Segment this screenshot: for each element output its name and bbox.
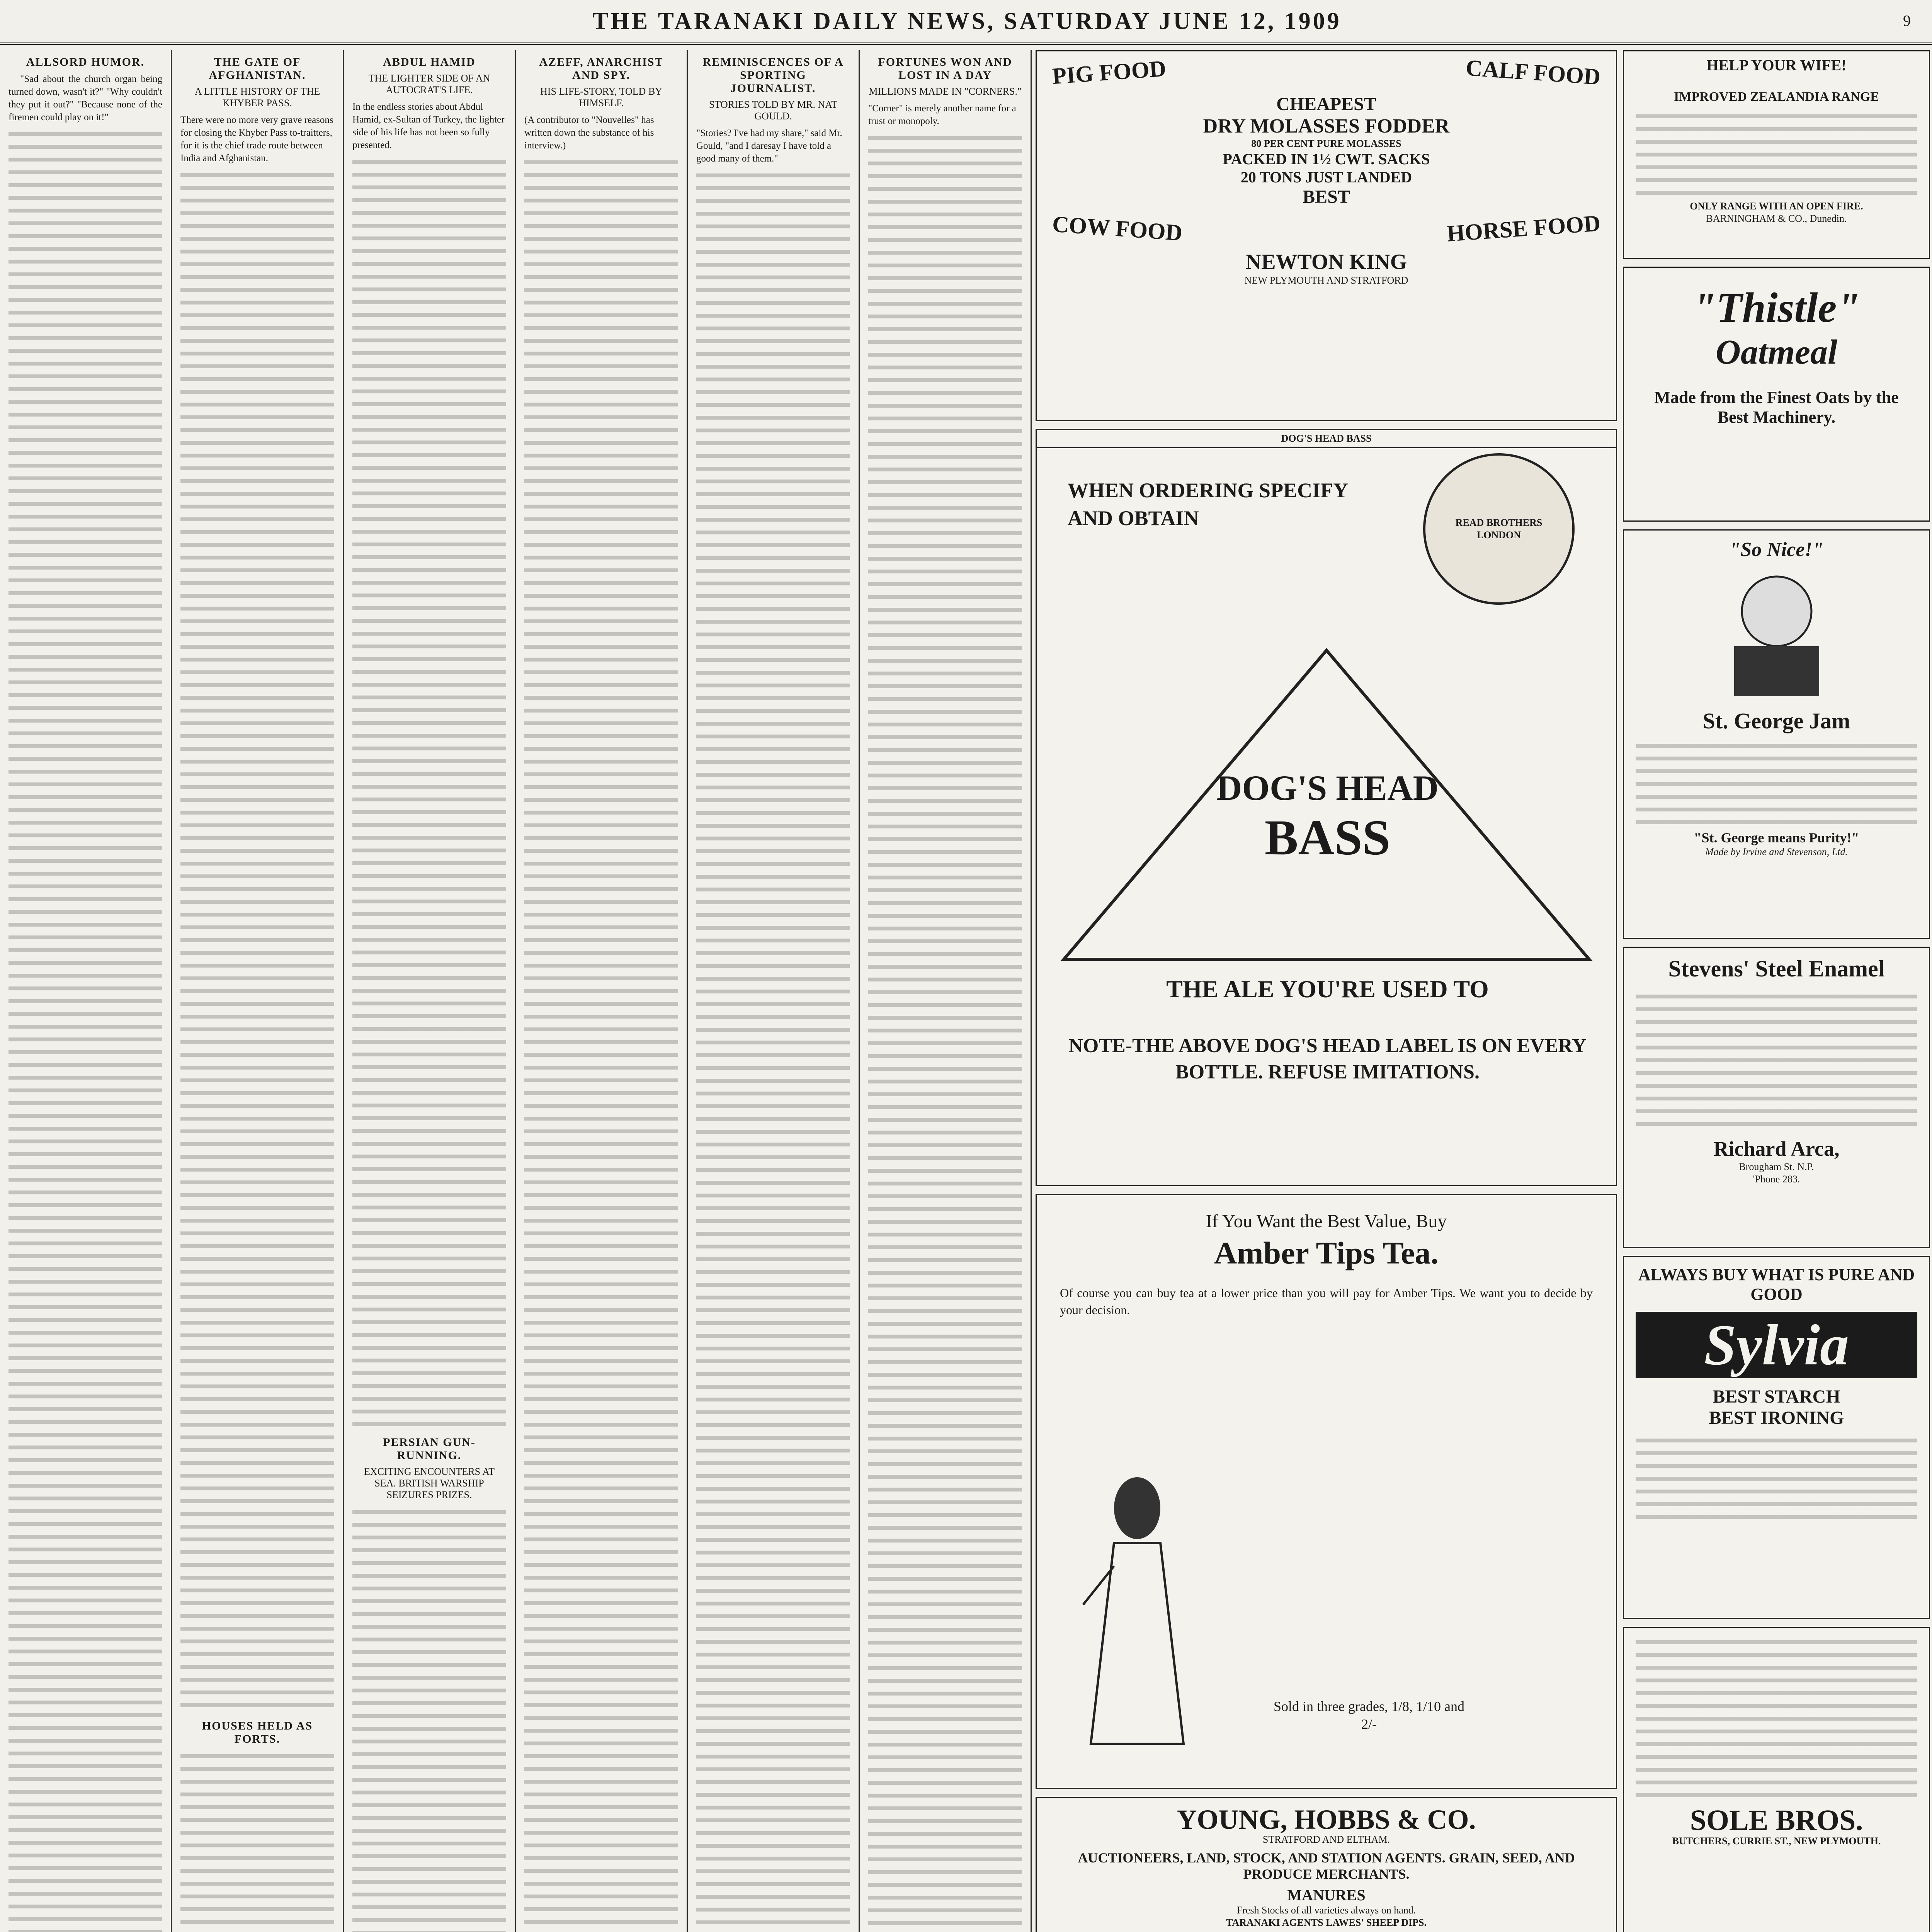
sylvia-top: ALWAYS BUY WHAT IS PURE AND GOOD — [1638, 1265, 1915, 1304]
article-subheading: A LITTLE HISTORY OF THE KHYBER PASS. — [194, 86, 320, 109]
sole-sub: BUTCHERS, CURRIE ST., NEW PLYMOUTH. — [1672, 1835, 1881, 1847]
column-humor — [0, 50, 172, 1932]
landed-text: 20 TONS JUST LANDED — [1240, 168, 1412, 186]
jam-quote: "St. George means Purity!" — [1694, 830, 1859, 845]
ad-sylvia-starch — [1623, 1256, 1930, 1619]
persian-subheading: EXCITING ENCOUNTERS AT SEA. BRITISH WARSHIP SEIZURES PRIZES. — [364, 1466, 495, 1500]
manures-heading: MANURES — [1287, 1886, 1366, 1904]
thistle-made: Made from the Finest Oats by the Best Machinery. — [1654, 388, 1899, 427]
article-text — [352, 155, 506, 1430]
column-fortunes — [860, 50, 1032, 1932]
article-heading: FORTUNES WON AND LOST IN A DAY — [878, 56, 1012, 82]
thistle-name: "Thistle" — [1692, 284, 1861, 331]
article-text — [352, 1505, 506, 1932]
masthead — [0, 0, 1932, 45]
article-text — [696, 169, 850, 1932]
child-illustration — [1707, 569, 1846, 700]
article-subheading: MILLIONS MADE IN "CORNERS." — [869, 86, 1022, 97]
jam-nice: "So Nice!" — [1729, 539, 1824, 561]
zealandia-name: IMPROVED ZEALANDIA RANGE — [1674, 90, 1879, 104]
oatmeal-name: Oatmeal — [1716, 333, 1837, 371]
young-hobbs-title: YOUNG, HOBBS & CO. — [1177, 1804, 1476, 1835]
jam-title: St. George Jam — [1702, 708, 1850, 733]
newspaper-title: THE TARANAKI DAILY NEWS, SATURDAY JUNE 12, 1909 — [592, 8, 1342, 34]
bass-ale-tagline: THE ALE YOU'RE USED TO — [1166, 975, 1489, 1003]
article-lead: "Stories? I've had my share," said Mr. Gould, "and I daresay I have told a good many of them." — [696, 128, 842, 164]
sacks-text: PACKED IN 1½ CWT. SACKS — [1223, 150, 1430, 168]
stevens-phone: 'Phone 283. — [1753, 1173, 1800, 1185]
bass-note: NOTE-THE ABOVE DOG'S HEAD LABEL IS ON EVERY BOTTLE. REFUSE IMITATIONS. — [1068, 1035, 1587, 1083]
column-azeff — [516, 50, 688, 1932]
article-lead: (A contributor to "Nouvelles" has written down the substance of his interview.) — [524, 115, 654, 151]
article-lead: In the endless stories about Abdul Hamid, ex-Sultan of Turkey, the lighter side of his life has not been so fully presented. — [352, 102, 505, 150]
article-subheading: STORIES TOLD BY MR. NAT GOULD. — [709, 99, 838, 122]
article-lead: There were no more very grave reasons for closing the Khyber Pass to-traitters, for it is the chief trade route between India and Afghanistan. — [180, 115, 333, 163]
wife-only: ONLY RANGE WITH AN OPEN FIRE. — [1690, 201, 1863, 212]
article-subheading: HIS LIFE-STORY, TOLD BY HIMSELF. — [540, 86, 662, 109]
wife-maker: BARNINGHAM & CO., Dunedin. — [1706, 213, 1847, 224]
cheapest-text: CHEAPEST — [1276, 94, 1376, 114]
molasses-text: 80 PER CENT PURE MOLASSES — [1251, 138, 1401, 149]
bass-name-line1: DOG'S HEAD — [1216, 768, 1439, 808]
article-text — [180, 1750, 334, 1932]
article-heading: AZEFF, ANARCHIST AND SPY. — [539, 56, 663, 82]
stevens-firm: Richard Arca, — [1713, 1137, 1840, 1160]
fodder-text: DRY MOLASSES FODDER — [1203, 115, 1450, 137]
cow-food-label: COW FOOD — [1051, 211, 1184, 246]
stevens-text — [1636, 990, 1917, 1129]
wife-title: HELP YOUR WIFE! — [1706, 56, 1847, 74]
ad-sole-bros — [1623, 1627, 1930, 1932]
article-heading: ABDUL HAMID — [383, 56, 476, 68]
sylvia-ironing: BEST IRONING — [1709, 1408, 1844, 1428]
persian-heading: PERSIAN GUN-RUNNING. — [383, 1436, 476, 1462]
sylvia-text — [1636, 1434, 1917, 1527]
badge-text: READ BROTHERS LONDON — [1455, 517, 1543, 541]
ad-thistle-oatmeal — [1623, 267, 1930, 522]
jam-maker: Made by Irvine and Stevenson, Ltd. — [1705, 846, 1848, 857]
ad-young-hobbs — [1036, 1797, 1617, 1932]
lawes-text: TARANAKI AGENTS LAWES' SHEEP DIPS. — [1226, 1917, 1427, 1928]
column-reminiscences — [688, 50, 860, 1932]
amber-lead: If You Want the Best Value, Buy — [1206, 1211, 1447, 1231]
article-heading: ALLSORD HUMOR. — [26, 56, 145, 68]
sylvia-best: BEST STARCH — [1713, 1386, 1840, 1407]
amber-price: Sold in three grades, 1/8, 1/10 and 2/- — [1274, 1699, 1464, 1732]
column-abdul-hamid — [344, 50, 516, 1932]
houses-heading: HOUSES HELD AS FORTS. — [202, 1719, 313, 1745]
ad-pig-food — [1036, 50, 1617, 421]
ad-st-george-jam — [1623, 529, 1930, 939]
pig-food-label: PIG FOOD — [1051, 55, 1167, 89]
article-text — [524, 156, 678, 1932]
young-hobbs-sub: STRATFORD AND ELTHAM. — [1262, 1834, 1390, 1845]
bass-when: WHEN ORDERING SPECIFY AND OBTAIN — [1068, 479, 1348, 530]
lady-illustration — [1068, 1466, 1207, 1752]
page-number: 9 — [1903, 12, 1911, 29]
sole-name: SOLE BROS. — [1690, 1804, 1863, 1837]
newton-king-town: NEW PLYMOUTH AND STRATFORD — [1244, 275, 1408, 286]
wife-text — [1636, 110, 1917, 195]
stevens-title: Stevens' Steel Enamel — [1668, 956, 1885, 981]
article-text — [180, 168, 334, 1714]
ad-dogs-head-bass — [1036, 429, 1617, 1186]
horse-food-label: HORSE FOOD — [1446, 210, 1601, 247]
article-lead: "Corner" is merely another name for a trust or monopoly. — [868, 103, 1016, 126]
amber-text: Of course you can buy tea at a lower price than you will pay for Amber Tips. We want you to decide by your decision. — [1060, 1286, 1593, 1317]
article-text — [868, 131, 1022, 1932]
article-heading: REMINISCENCES OF A SPORTING JOURNALIST. — [702, 56, 844, 95]
article-text — [9, 128, 162, 1932]
manures-text: Fresh Stocks of all varieties always on hand. — [1236, 1905, 1416, 1916]
amber-name: Amber Tips Tea. — [1214, 1235, 1439, 1270]
sole-text — [1636, 1636, 1917, 1798]
ad-amber-tips — [1036, 1194, 1617, 1789]
bass-name-line2: BASS — [1264, 810, 1391, 866]
stevens-addr: Brougham St. N.P. — [1739, 1161, 1814, 1172]
article-lead: "Sad about the church organ being turned down, wasn't it?" "Why couldn't they put it out?" "Because none of the firemen could play on it!" — [9, 74, 162, 122]
article-heading: THE GATE OF AFGHANISTAN. — [209, 56, 306, 82]
bass-border-text: DOG'S HEAD BASS — [1037, 430, 1616, 448]
ad-help-your-wife — [1623, 50, 1930, 259]
column-afghanistan — [172, 50, 344, 1932]
sylvia-name: Sylvia — [1636, 1312, 1917, 1378]
calf-food-label: CALF FOOD — [1464, 54, 1601, 90]
best-text: BEST — [1303, 187, 1350, 207]
dogs-head-badge — [1423, 453, 1575, 605]
ad-stevens-enamel — [1623, 947, 1930, 1248]
young-hobbs-trade: AUCTIONEERS, LAND, STOCK, AND STATION AGENTS. GRAIN, SEED, AND PRODUCE MERCHANTS. — [1078, 1850, 1575, 1882]
article-subheading: THE LIGHTER SIDE OF AN AUTOCRAT'S LIFE. — [368, 73, 490, 95]
newton-king: NEWTON KING — [1245, 250, 1407, 274]
jam-text — [1636, 739, 1917, 824]
